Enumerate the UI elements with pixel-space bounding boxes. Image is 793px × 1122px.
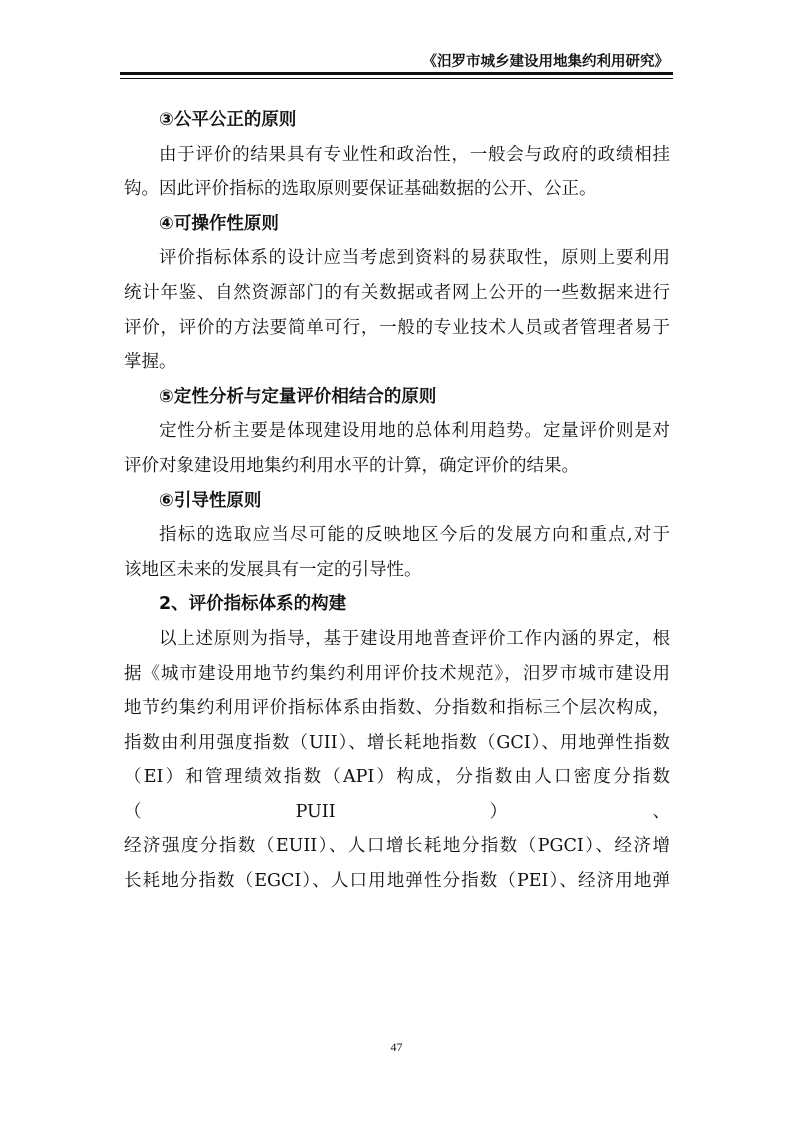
section-heading: ⑤定性分析与定量评价相结合的原则 xyxy=(159,386,437,407)
paragraph-line: 统计年鉴、自然资源部门的有关数据或者网上公开的一些数据来进行 xyxy=(124,282,670,303)
paragraph-line: 由于评价的结果具有专业性和政治性，一般会与政府的政绩相挂 xyxy=(159,144,670,165)
section-heading: ④可操作性原则 xyxy=(159,213,279,234)
section-heading: ⑥引导性原则 xyxy=(159,490,262,511)
paragraph-line: 长耗地分指数（EGCI）、人口用地弹性分指数（PEI）、经济用地弹 xyxy=(124,871,670,892)
running-header-title: 《汨罗市城乡建设用地集约利用研究》 xyxy=(422,54,669,70)
paragraph-line: 评价，评价的方法要简单可行，一般的专业技术人员或者管理者易于 xyxy=(124,317,670,338)
section-heading: ③公平公正的原则 xyxy=(159,110,297,130)
paragraph-line: 地节约集约利用评价指标体系由指数、分指数和指标三个层次构成， xyxy=(124,698,670,719)
paragraph-line: （EI）和管理绩效指数（API）构成，分指数由人口密度分指数（PUII）、 xyxy=(124,767,670,822)
section-heading: 2、评价指标体系的构建 xyxy=(159,594,347,615)
paragraph-line: 定性分析主要是体现建设用地的总体利用趋势。定量评价则是对 xyxy=(159,421,670,442)
paragraph-line: 指标的选取应当尽可能的反映地区今后的发展方向和重点,对于 xyxy=(159,525,670,546)
page-number: 47 xyxy=(390,1040,403,1054)
paragraph-line: 以上述原则为指导，基于建设用地普查评价工作内涵的界定，根 xyxy=(159,628,670,649)
paragraph-line: 经济强度分指数（EUII）、人口增长耗地分指数（PGCI）、经济增 xyxy=(124,836,670,857)
paragraph-line: 评价对象建设用地集约利用水平的计算，确定评价的结果。 xyxy=(124,455,579,476)
header-rule-thick xyxy=(120,72,673,75)
paragraph-line: 钩。因此评价指标的选取原则要保证基础数据的公开、公正。 xyxy=(124,179,597,200)
paragraph-line: 评价指标体系的设计应当考虑到资料的易获取性，原则上要利用 xyxy=(159,248,670,269)
paragraph-line: 据《城市建设用地节约集约利用评价技术规范》，汨罗市城市建设用 xyxy=(124,663,670,684)
paragraph-line: 指数由利用强度指数（UII）、增长耗地指数（GCI）、用地弹性指数 xyxy=(124,732,670,753)
paragraph-line: 掌握。 xyxy=(124,352,177,373)
header-rule-thin xyxy=(120,78,673,79)
body-text xyxy=(124,103,670,899)
paragraph-line: 该地区未来的发展具有一定的引导性。 xyxy=(124,559,422,580)
